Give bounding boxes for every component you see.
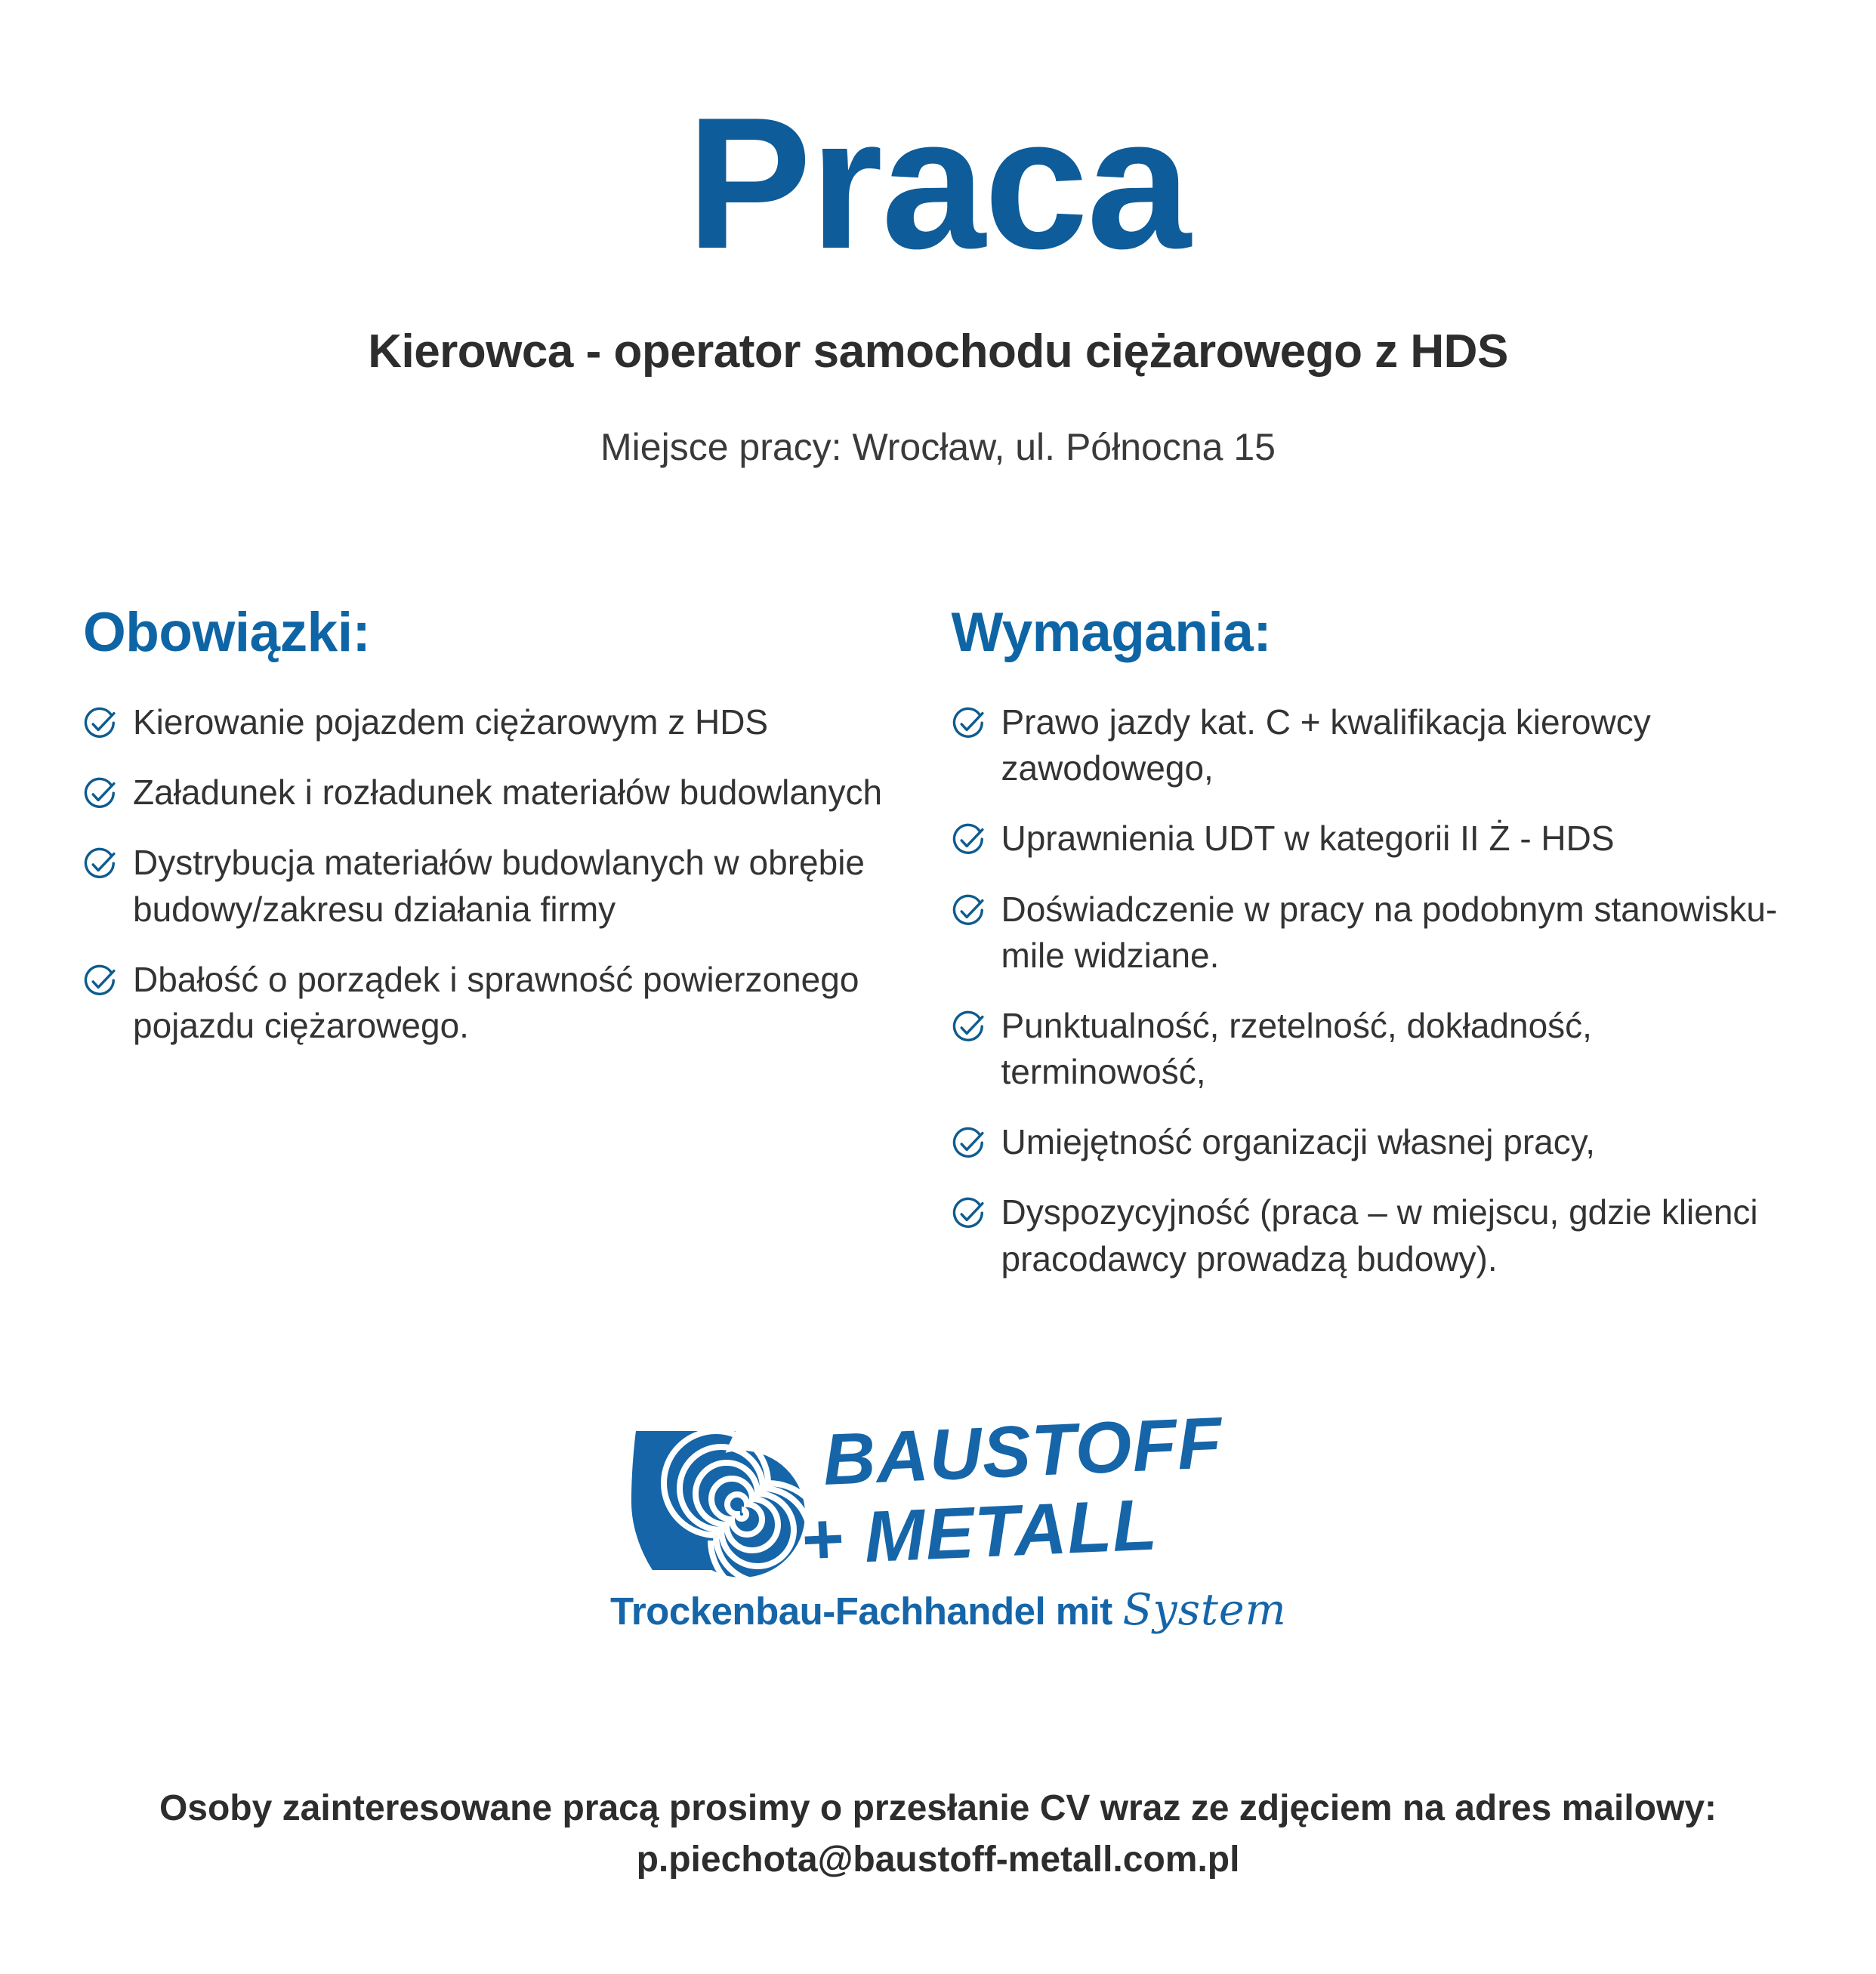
check-circle-icon [83,707,118,742]
duties-list [83,699,924,1049]
list-item [952,887,1797,979]
check-circle-icon [952,823,986,858]
list-item [83,840,924,932]
list-item-text: Punktualność, rzetelność, dokładność, terminowość, [1001,1005,1592,1092]
list-item-text: Dystrybucja materiałów budowlanych w obrębie budowy/zakresu działania firmy [133,843,865,929]
work-location: Miejsce pracy: Wrocław, ul. Północna 15 [600,426,1276,469]
list-item [952,699,1797,791]
list-item [952,816,1797,862]
list-item [83,699,924,745]
check-circle-icon [83,847,118,882]
list-item-text: Doświadczenie w pracy na podobnym stanowisku- mile widziane. [1001,889,1778,975]
requirements-column [952,601,1797,1282]
list-item [952,1189,1797,1282]
requirements-list [952,699,1797,1282]
check-circle-icon [83,777,118,812]
logo-tagline-script: System [1122,1584,1287,1635]
list-item-text: Umiejętność organizacji własnej pracy, [1001,1122,1596,1162]
page-title: Praca [687,78,1189,288]
contact-footer [0,1783,1876,1886]
list-item-text: Dbałość o porządek i sprawność powierzonego pojazdu ciężarowego. [133,959,859,1045]
company-logo-area [0,1402,1876,1641]
check-circle-icon [952,1010,986,1045]
logo-tagline-main: Trockenbau-Fachhandel mit [610,1589,1123,1633]
footer-instruction: Osoby zainteresowane pracą prosimy o przesłanie CV wraz ze zdjęciem na adres mailowy: [159,1787,1717,1828]
check-circle-icon [83,964,118,999]
logo-word-metall: + METALL [798,1484,1159,1581]
check-circle-icon [952,707,986,742]
rolled-sheet-spiral-icon [622,1427,811,1589]
content-columns [0,601,1876,1282]
list-item-text: Kierowanie pojazdem ciężarowym z HDS [133,702,769,742]
baustoff-metall-logo [606,1402,1287,1641]
list-item-text: Dyspozycyjność (praca – w miejscu, gdzie klienci pracodawcy prowadzą budowy). [1001,1192,1758,1278]
check-circle-icon [952,894,986,929]
duties-heading: Obowiązki: [83,602,371,664]
footer-email[interactable]: p.piechota@baustoff-metall.com.pl [636,1839,1240,1880]
job-position-title: Kierowca - operator samochodu ciężarowego z HDS [368,325,1508,378]
list-item-text: Załadunek i rozładunek materiałów budowlanych [133,773,883,813]
check-circle-icon [952,1127,986,1161]
list-item [952,1119,1797,1165]
poster-header [0,0,1876,469]
logo-tagline [610,1585,1287,1635]
requirements-heading: Wymagania: [951,602,1272,664]
list-item [952,1003,1797,1095]
logo-word-baustoff: BAUSTOFF [821,1402,1224,1501]
list-item-text: Uprawnienia UDT w kategorii II Ż - HDS [1001,819,1615,859]
list-item-text: Prawo jazdy kat. C + kwalifikacja kierowcy zawodowego, [1001,702,1651,788]
list-item [83,770,924,816]
duties-column [83,601,952,1049]
list-item [83,957,924,1049]
check-circle-icon [952,1197,986,1232]
